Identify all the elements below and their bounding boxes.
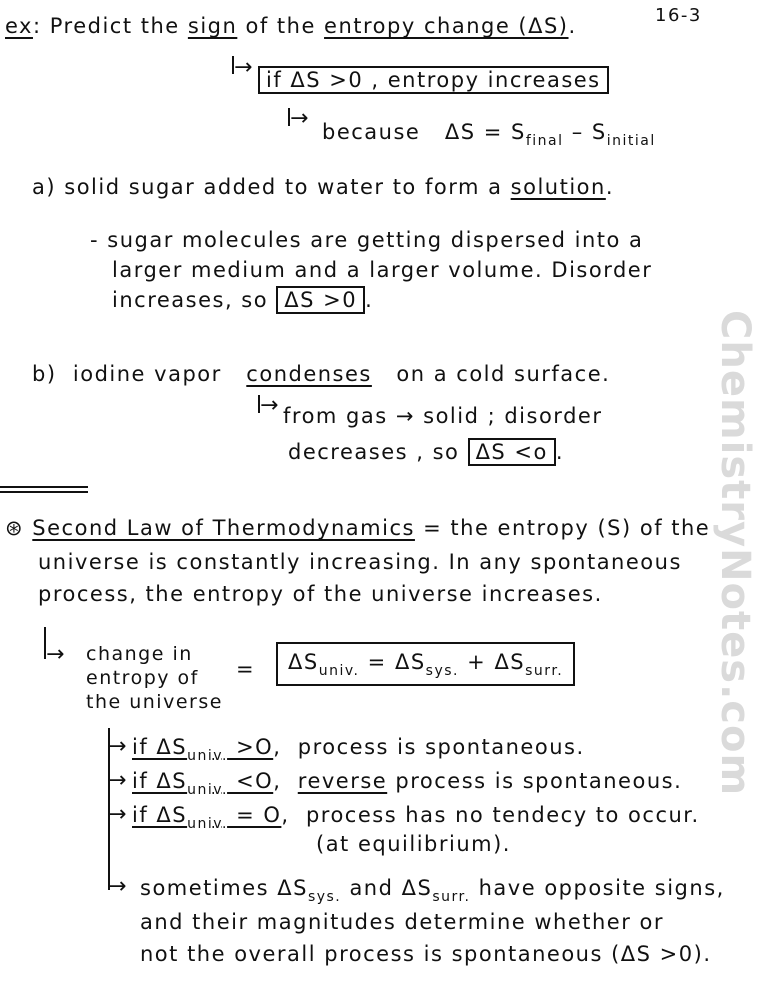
second-law-def3: process, the entropy of the universe increases. xyxy=(38,582,603,606)
arrow-right-icon: → xyxy=(108,874,127,899)
arrow-right-icon: → xyxy=(290,106,309,131)
change-label-2: entropy of xyxy=(86,667,199,689)
condition-zero: if $\Delta S_{univ.} = O$, process has no tendecy to occur. xyxy=(132,803,700,832)
part-b-question: b) iodine vapor condenses on a cold surface. xyxy=(32,362,611,386)
arrow-right-icon: → xyxy=(108,768,127,793)
condition-zero-note: (at equilibrium). xyxy=(316,832,511,856)
separator-line xyxy=(0,486,88,488)
change-label-3: the universe xyxy=(86,691,223,713)
because-formula: because $\Delta S = S_{final} - S_{initial}$ xyxy=(322,120,656,149)
example-label: ex xyxy=(5,14,33,38)
part-b-line1: from gas → solid ; disorder xyxy=(283,404,603,428)
watermark: ChemistryNotes.com xyxy=(712,310,758,797)
arrow-right-icon: → xyxy=(234,55,253,80)
example-prompt: ex: Predict the sign of the entropy change (ΔS). xyxy=(5,14,577,38)
second-law-title: Second Law of Thermodynamics xyxy=(32,516,415,540)
arrow-right-icon: → xyxy=(108,802,127,827)
arrow-right-icon: → xyxy=(108,734,127,759)
condition-negative: if $\Delta S_{univ.} <O$, reverse process is spontaneous. xyxy=(132,769,683,798)
entropy-change-phrase: entropy change (ΔS) xyxy=(324,14,569,38)
page-number: 16-3 xyxy=(655,5,702,26)
arrow-right-icon: → xyxy=(46,642,65,667)
second-law-heading: ⊛ Second Law of Thermodynamics = the entropy (S) of the xyxy=(5,516,711,540)
part-a-question: a) solid sugar added to water to form a solution. xyxy=(32,175,615,199)
sign-word: sign xyxy=(187,14,238,38)
part-a-line3: increases, so ΔS >0 . xyxy=(112,288,374,312)
sometimes-line1: sometimes $\Delta S_{sys.}$ and $\Delta S_{surr.}$ have opposite signs, xyxy=(140,876,725,905)
condition-positive: if $\Delta S_{univ.} >O$, process is spontaneous. xyxy=(132,735,585,764)
condition-negative-expr: if $\Delta S_{univ.} <O$ xyxy=(132,769,274,798)
part-a-line1: - sugar molecules are getting dispersed into a xyxy=(90,228,644,252)
separator-line xyxy=(0,491,88,493)
part-b-line2: decreases , so ΔS <o . xyxy=(288,440,565,464)
second-law-def2: universe is constantly increasing. In any spontaneous xyxy=(38,550,682,574)
change-label-1: change in xyxy=(86,643,193,665)
arrow-right-icon: → xyxy=(260,393,279,418)
part-b-answer: ΔS <o xyxy=(468,438,556,466)
equals-sign: = xyxy=(236,657,256,681)
sometimes-line3: not the overall process is spontaneous (ΔS >0). xyxy=(140,942,712,966)
entropy-equation-box: $\Delta S_{univ.} = \Delta S_{sys.} + \Delta S_{surr.}$ xyxy=(276,642,575,686)
part-a-answer: ΔS >0 xyxy=(276,286,365,314)
part-a-line2: larger medium and a larger volume. Disorder xyxy=(112,258,653,282)
sometimes-line2: and their magnitudes determine whether or xyxy=(140,910,665,934)
entropy-rule-box: if ΔS >0 , entropy increases xyxy=(258,66,609,94)
condition-positive-expr: if $\Delta S_{univ.} >O$ xyxy=(132,735,274,764)
asterisk-bullet-icon: ⊛ xyxy=(5,516,25,540)
condition-zero-expr: if $\Delta S_{univ.} = O$ xyxy=(132,803,282,832)
